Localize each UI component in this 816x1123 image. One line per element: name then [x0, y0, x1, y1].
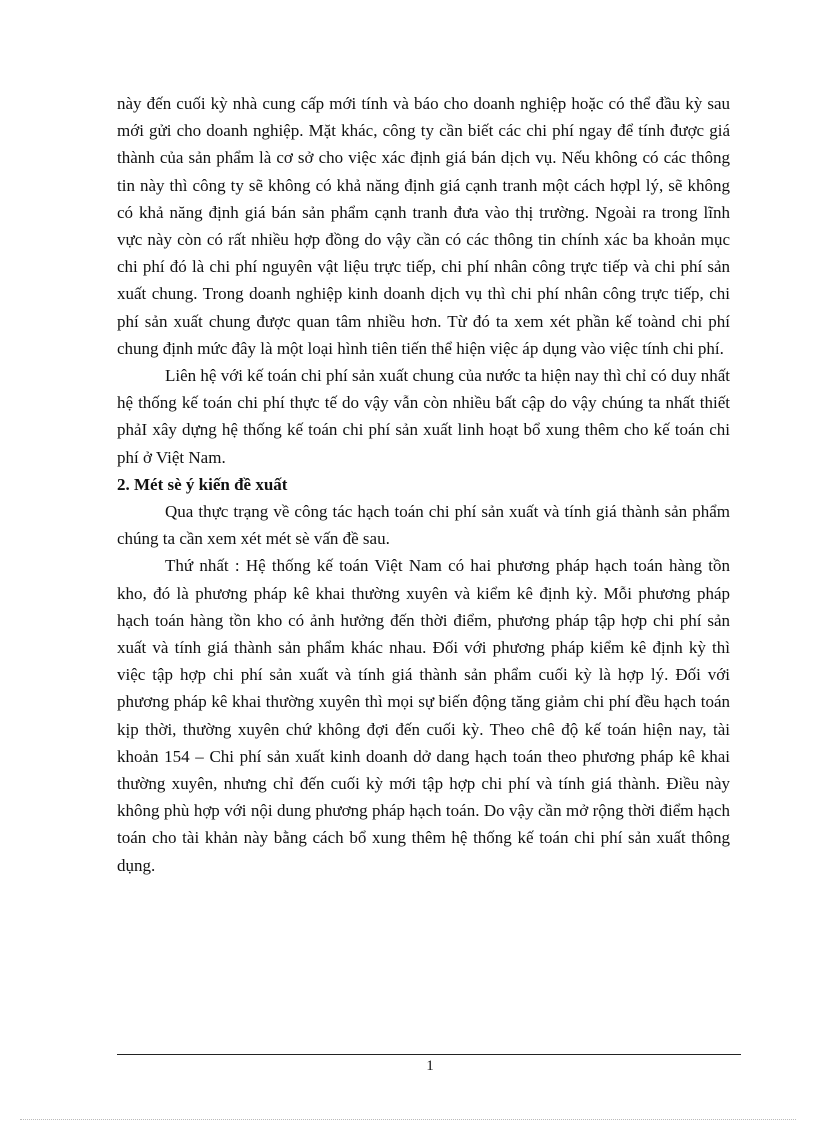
footer-rule: [117, 1054, 741, 1055]
paragraph-2: Liên hệ với kế toán chi phí sản xuất chung của nước ta hiện nay thì chỉ có duy nhất hệ thống kế toán chi phí thực tế do vậy vẫn còn nhiều bất cập do vậy chúng ta nhất thiết phảI xây dựng hệ thống kế toán chi phí sản xuất linh hoạt bổ xung thêm cho kế toán chi phí ở Việt Nam.: [117, 366, 730, 467]
paragraph-4: Thứ nhất : Hệ thống kế toán Việt Nam có hai phương pháp hạch toán hàng tồn kho, đó là phương pháp kê khai thường xuyên và kiểm kê định kỳ. Mỗi phương pháp hạch toán hàng tồn kho có ảnh hưởng đến thời điểm, phương pháp tập hợp chi phí sản xuất và tính giá thành sản phẩm khác nhau. Đối với phương pháp kiểm kê định kỳ thì việc tập hợp chi phí sản xuất và tính giá thành sản phẩm cuối kỳ là hợp lý. Đối với phương pháp kê khai thường xuyên thì mọi sự biến động tăng giảm chi phí đều hạch toán kịp thời, thường xuyên chứ không đợi đến cuối kỳ. Theo chê độ kế toán hiện nay, tài khoản 154 – Chi phí sản xuất kinh doanh dở dang hạch toán theo phương pháp kê khai thường xuyên, nhưng chỉ đến cuối kỳ mới tập hợp chi phí và tính giá thành. Điều này không phù hợp với nội dung phương pháp hạch toán. Do vậy cần mở rộng thời điểm hạch toán cho tài khản này bằng cách bổ xung thêm hệ thống kế toán chi phí sản xuất thông dụng.: [117, 556, 730, 875]
paragraph-1: này đến cuối kỳ nhà cung cấp mới tính và báo cho doanh nghiệp hoặc có thể đầu kỳ sau mới gửi cho doanh nghiệp. Mặt khác, công ty cần biết các chi phí ngay để tính được giá thành của sản phẩm là cơ sở cho việc xác định giá bán dịch vụ. Nếu không có các thông tin này thì công ty sẽ không có khả năng định giá cạnh tranh một cách hợpl lý, sẽ không có khả năng định giá bán sản phẩm cạnh tranh đưa vào thị trường. Ngoài ra trong lĩnh vực này còn có rất nhiều hợp đồng do vậy cần có các thông tin chính xác ba khoản mục chi phí đó là chi phí nguyên vật liệu trực tiếp, chi phí nhân công trực tiếp và chi phí sản xuất chung. Trong doanh nghiệp kinh doanh dịch vụ thì chi phí nhân công trực tiếp, chi phí sản xuất chung được quan tâm nhiều hơn. Từ đó ta xem xét phần kế toànd chi phí chung định mức đây là một loại hình tiên tiến thể hiện việc áp dụng vào việc tính chi phí.: [117, 94, 730, 358]
page-number: 1: [426, 1058, 434, 1074]
paragraph-3: Qua thực trạng về công tác hạch toán chi phí sản xuất và tính giá thành sản phẩm chúng ta cần xem xét mét sè vấn đề sau.: [117, 502, 730, 549]
document-body: [117, 90, 730, 879]
section-heading: 2. Mét sè ý kiến đề xuất: [117, 474, 288, 494]
page-edge-divider: [20, 1119, 796, 1120]
